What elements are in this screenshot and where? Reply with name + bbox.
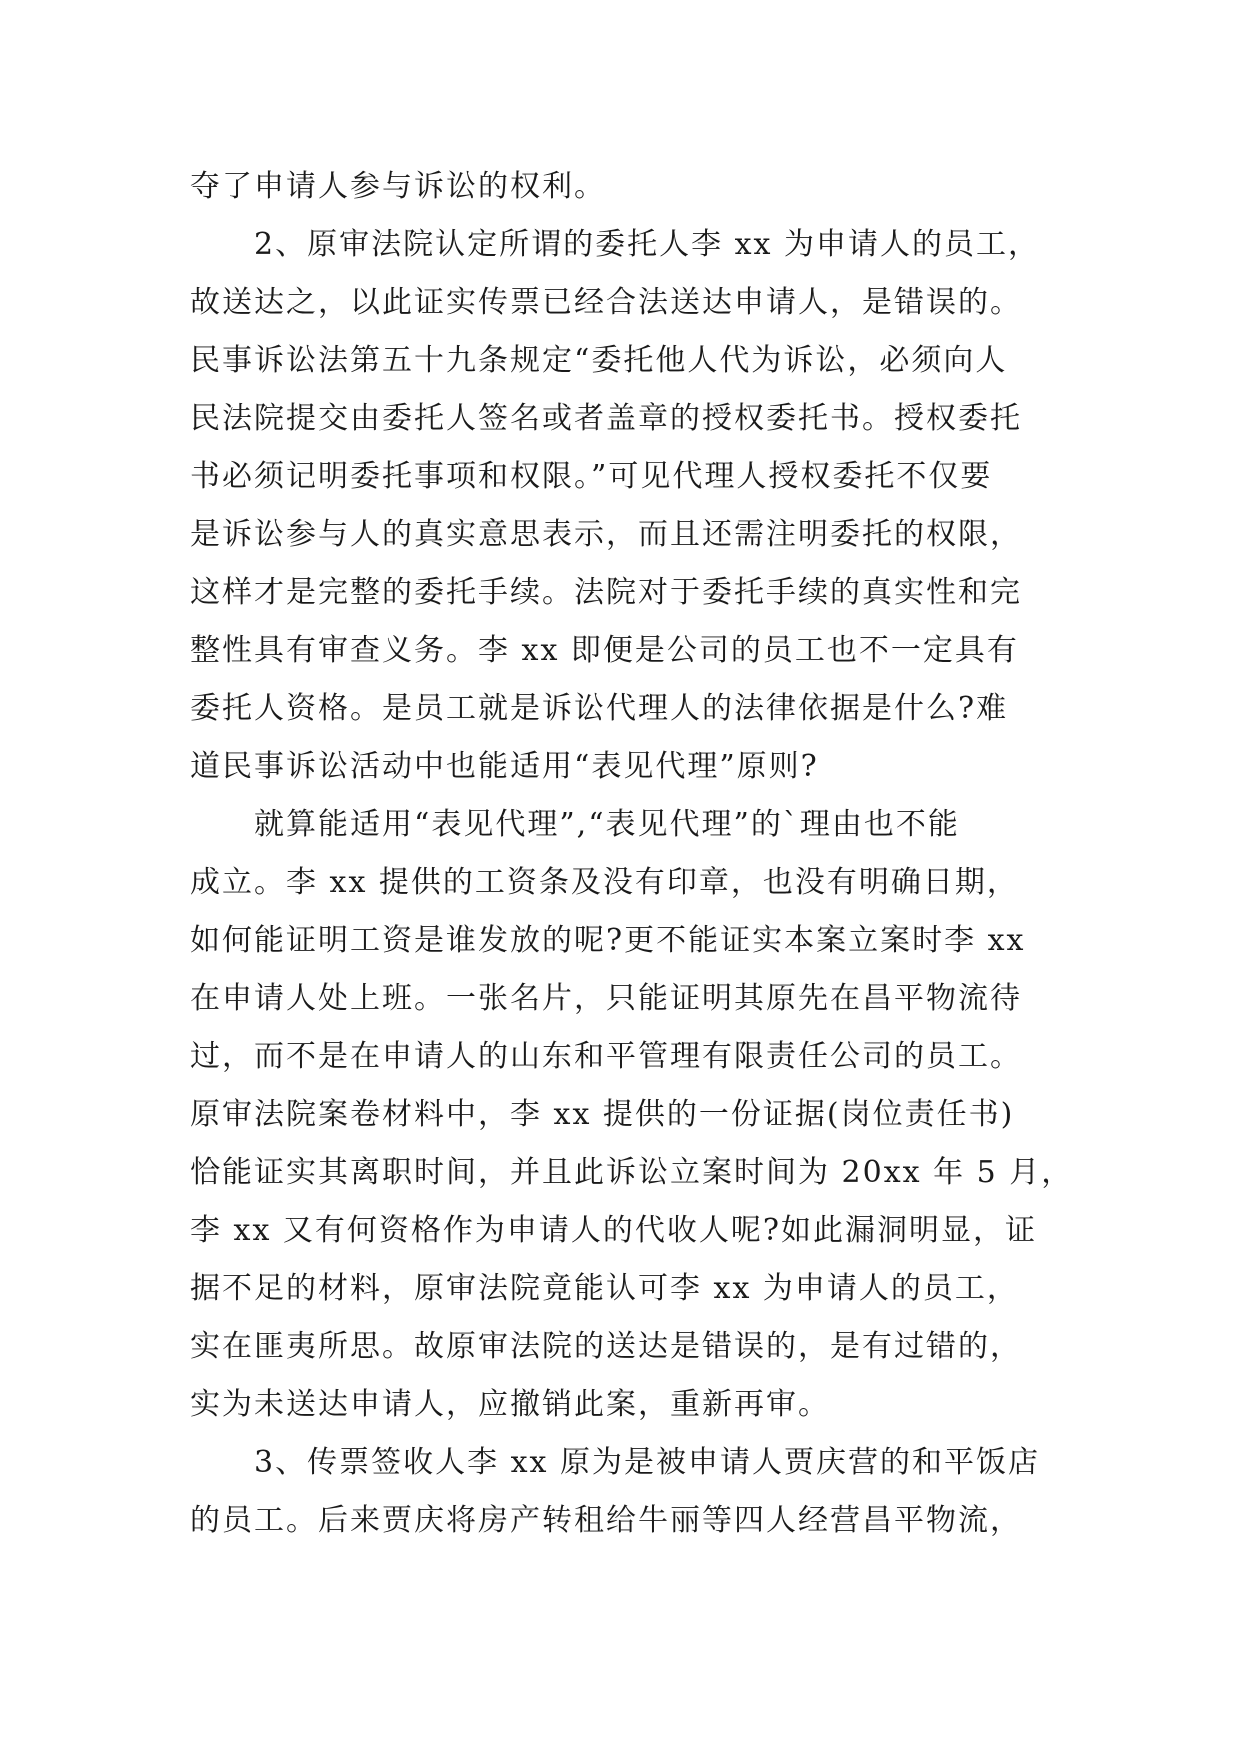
document-body xyxy=(190,158,1080,1550)
text-line: 道民事诉讼活动中也能适用“表见代理”原则? xyxy=(190,749,819,784)
paragraph-start-line: 就算能适用“表见代理”,“表见代理”的`理由也不能 xyxy=(254,807,960,842)
text-line: 过，而不是在申请人的山东和平管理有限责任公司的员工。 xyxy=(190,1039,1022,1074)
text-line: 成立。李 xx 提供的工资条及没有印章，也没有明确日期， xyxy=(190,865,1019,900)
text-line: 故送达之，以此证实传票已经合法送达申请人，是错误的。 xyxy=(190,285,1022,320)
text-line: 民事诉讼法第五十九条规定“委托他人代为诉讼，必须向人 xyxy=(190,343,1008,378)
text-line: 据不足的材料，原审法院竟能认可李 xx 为申请人的员工， xyxy=(190,1271,1019,1306)
text-line: 夺了申请人参与诉讼的权利。 xyxy=(190,169,606,204)
text-line: 恰能证实其离职时间，并且此诉讼立案时间为 20xx 年 5 月， xyxy=(190,1155,1074,1190)
text-line: 实在匪夷所思。故原审法院的送达是错误的，是有过错的， xyxy=(190,1329,1022,1364)
text-line: 李 xx 又有何资格作为申请人的代收人呢?如此漏洞明显，证 xyxy=(190,1213,1037,1248)
text-line: 民法院提交由委托人签名或者盖章的授权委托书。授权委托 xyxy=(190,401,1022,436)
text-line: 书必须记明委托事项和权限。”可见代理人授权委托不仅要 xyxy=(190,459,993,494)
text-line: 这样才是完整的委托手续。法院对于委托手续的真实性和完 xyxy=(190,575,1022,610)
paragraph-start-line: 2、原审法院认定所谓的委托人李 xx 为申请人的员工， xyxy=(254,227,1040,262)
text-line: 委托人资格。是员工就是诉讼代理人的法律依据是什么?难 xyxy=(190,691,1009,726)
text-line: 在申请人处上班。一张名片，只能证明其原先在昌平物流待 xyxy=(190,981,1022,1016)
text-line: 整性具有审查义务。李 xx 即便是公司的员工也不一定具有 xyxy=(190,633,1019,668)
text-line: 实为未送达申请人，应撤销此案，重新再审。 xyxy=(190,1387,830,1422)
text-line: 如何能证明工资是谁发放的呢?更不能证实本案立案时李 xx xyxy=(190,923,1026,958)
text-line: 是诉讼参与人的真实意思表示，而且还需注明委托的权限， xyxy=(190,517,1022,552)
text-line: 原审法院案卷材料中，李 xx 提供的一份证据(岗位责任书) xyxy=(190,1097,1015,1132)
paragraph-start-line: 3、传票签收人李 xx 原为是被申请人贾庆营的和平饭店 xyxy=(254,1445,1040,1480)
text-line: 的员工。后来贾庆将房产转租给牛丽等四人经营昌平物流， xyxy=(190,1503,1022,1538)
